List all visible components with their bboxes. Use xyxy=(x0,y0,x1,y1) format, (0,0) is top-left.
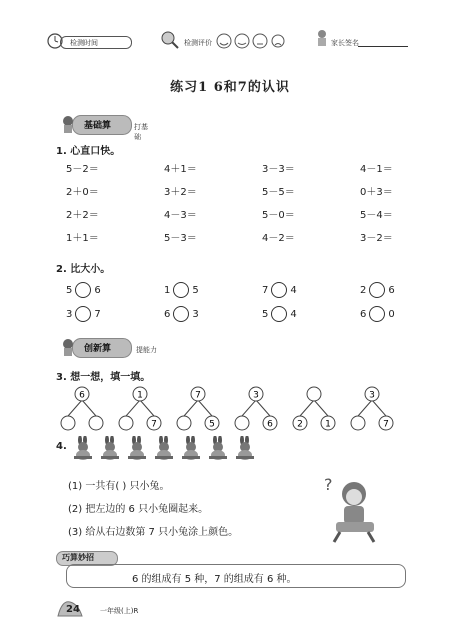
number-bond-tree xyxy=(351,387,393,430)
compare-left: 6 xyxy=(164,309,171,320)
compare-circle[interactable] xyxy=(369,282,385,298)
compare-circle[interactable] xyxy=(75,282,91,298)
bond-right[interactable] xyxy=(89,416,103,430)
compare-right: 6 xyxy=(94,285,101,296)
arithmetic-item: 3＋2＝ xyxy=(164,187,197,198)
bond-left-value: 2 xyxy=(297,419,303,430)
arithmetic-item: 5－4＝ xyxy=(360,210,393,221)
compare-circle[interactable] xyxy=(271,282,287,298)
number-bond-trees xyxy=(56,386,396,434)
magnifier-icon xyxy=(160,30,182,54)
arithmetic-item: 5－2＝ xyxy=(66,164,99,175)
arithmetic-item: 4－3＝ xyxy=(164,210,197,221)
compare-right: 4 xyxy=(290,309,297,320)
compare-circle[interactable] xyxy=(173,282,189,298)
rabbit-icon[interactable] xyxy=(153,436,175,464)
compare-item xyxy=(262,306,297,322)
compare-left: 1 xyxy=(164,285,171,296)
compare-circle[interactable] xyxy=(271,306,287,322)
bond-left[interactable] xyxy=(235,416,249,430)
compare-left: 7 xyxy=(262,285,269,296)
arithmetic-item: 4＋1＝ xyxy=(164,164,197,175)
q4-question-line: (2) 把左边的 6 只小兔圈起来。 xyxy=(68,504,209,515)
bond-top-value: 1 xyxy=(137,390,143,401)
eval-label: 检测评价 xyxy=(184,39,212,47)
tip-label: 巧算妙招 xyxy=(62,553,94,562)
number-bond-tree xyxy=(235,387,277,430)
bond-top-value: 7 xyxy=(195,390,201,401)
arithmetic-item: 4－1＝ xyxy=(360,164,393,175)
arithmetic-item: 4－2＝ xyxy=(262,233,295,244)
compare-left: 3 xyxy=(66,309,73,320)
bond-top-value: 3 xyxy=(253,390,259,401)
rabbit-icon[interactable] xyxy=(234,436,256,464)
compare-left: 5 xyxy=(262,309,269,320)
tip-text: 6 的组成有 5 种，7 的组成有 6 种。 xyxy=(132,574,297,585)
page-title: 练习1 6和7的认识 xyxy=(170,80,290,95)
compare-circle[interactable] xyxy=(173,306,189,322)
bond-right-value: 6 xyxy=(267,419,273,430)
rabbit-icon[interactable] xyxy=(72,436,94,464)
number-bond-tree xyxy=(61,387,103,430)
compare-left: 2 xyxy=(360,285,367,296)
grade-label: 一年级(上)R xyxy=(100,607,139,615)
thinking-kid-illustration xyxy=(320,472,380,548)
q4-heading: 4. xyxy=(56,441,67,452)
compare-item xyxy=(164,306,199,322)
bond-left[interactable] xyxy=(61,416,75,430)
page-number: 24 xyxy=(66,604,80,615)
parent-label: 家长签名 xyxy=(331,39,359,47)
number-bond-tree xyxy=(119,387,161,430)
face-icons xyxy=(215,32,285,54)
compare-right: 4 xyxy=(290,285,297,296)
compare-right: 3 xyxy=(192,309,199,320)
arithmetic-item: 3－2＝ xyxy=(360,233,393,244)
bond-right-value: 7 xyxy=(151,419,157,430)
arithmetic-item: 0＋3＝ xyxy=(360,187,393,198)
bond-right-value: 7 xyxy=(383,419,389,430)
section-basic-label: 基础算 xyxy=(84,121,112,131)
arithmetic-item: 5－3＝ xyxy=(164,233,197,244)
kid-icon xyxy=(58,114,78,134)
bond-left[interactable] xyxy=(351,416,365,430)
arithmetic-item: 5－0＝ xyxy=(262,210,295,221)
q4-question-line: (1) 一共有( ) 只小兔。 xyxy=(68,481,170,492)
compare-left: 5 xyxy=(66,285,73,296)
arithmetic-item: 3－3＝ xyxy=(262,164,295,175)
parent-icon xyxy=(315,29,329,51)
section-creative-label: 创新算 xyxy=(84,344,112,354)
arithmetic-item: 5－5＝ xyxy=(262,187,295,198)
q2-heading: 2. 比大小。 xyxy=(56,264,111,275)
number-bond-tree xyxy=(177,387,219,430)
rabbit-icon[interactable] xyxy=(99,436,121,464)
compare-item xyxy=(164,282,199,298)
compare-right: 0 xyxy=(388,309,395,320)
compare-circle[interactable] xyxy=(75,306,91,322)
bond-right-value: 5 xyxy=(209,419,215,430)
compare-right: 5 xyxy=(192,285,199,296)
bond-left[interactable] xyxy=(177,416,191,430)
kid-icon xyxy=(58,337,78,357)
section-creative-tag xyxy=(58,337,158,357)
bond-top-value: 3 xyxy=(369,390,375,401)
bond-top-value: 6 xyxy=(79,390,85,401)
compare-right: 7 xyxy=(94,309,101,320)
arithmetic-item: 2＋0＝ xyxy=(66,187,99,198)
compare-item xyxy=(360,282,395,298)
compare-item xyxy=(66,282,101,298)
q3-heading: 3. 想一想，填一填。 xyxy=(56,372,151,383)
arithmetic-item: 2＋2＝ xyxy=(66,210,99,221)
section-creative-sub: 提能力 xyxy=(136,346,157,354)
compare-item xyxy=(262,282,297,298)
rabbit-icon[interactable] xyxy=(207,436,229,464)
section-basic-sub: 打基础 xyxy=(134,123,148,141)
number-bond-tree xyxy=(293,387,335,430)
rabbit-icon[interactable] xyxy=(126,436,148,464)
bond-right-value: 1 xyxy=(325,419,331,430)
signature-line[interactable] xyxy=(358,46,408,47)
compare-right: 6 xyxy=(388,285,395,296)
compare-left: 6 xyxy=(360,309,367,320)
bond-top[interactable] xyxy=(307,387,321,401)
section-basic-tag xyxy=(58,114,148,141)
compare-circle[interactable] xyxy=(369,306,385,322)
svg-text:?: ? xyxy=(324,475,333,494)
arithmetic-item: 1＋1＝ xyxy=(66,233,99,244)
q4-question-line: (3) 给从右边数第 7 只小兔涂上颜色。 xyxy=(68,527,239,538)
q1-heading: 1. 心直口快。 xyxy=(56,146,121,157)
time-label: 检测时间 xyxy=(70,39,98,47)
bond-left[interactable] xyxy=(119,416,133,430)
rabbit-icon[interactable] xyxy=(180,436,202,464)
compare-item xyxy=(66,306,101,322)
compare-item xyxy=(360,306,395,322)
